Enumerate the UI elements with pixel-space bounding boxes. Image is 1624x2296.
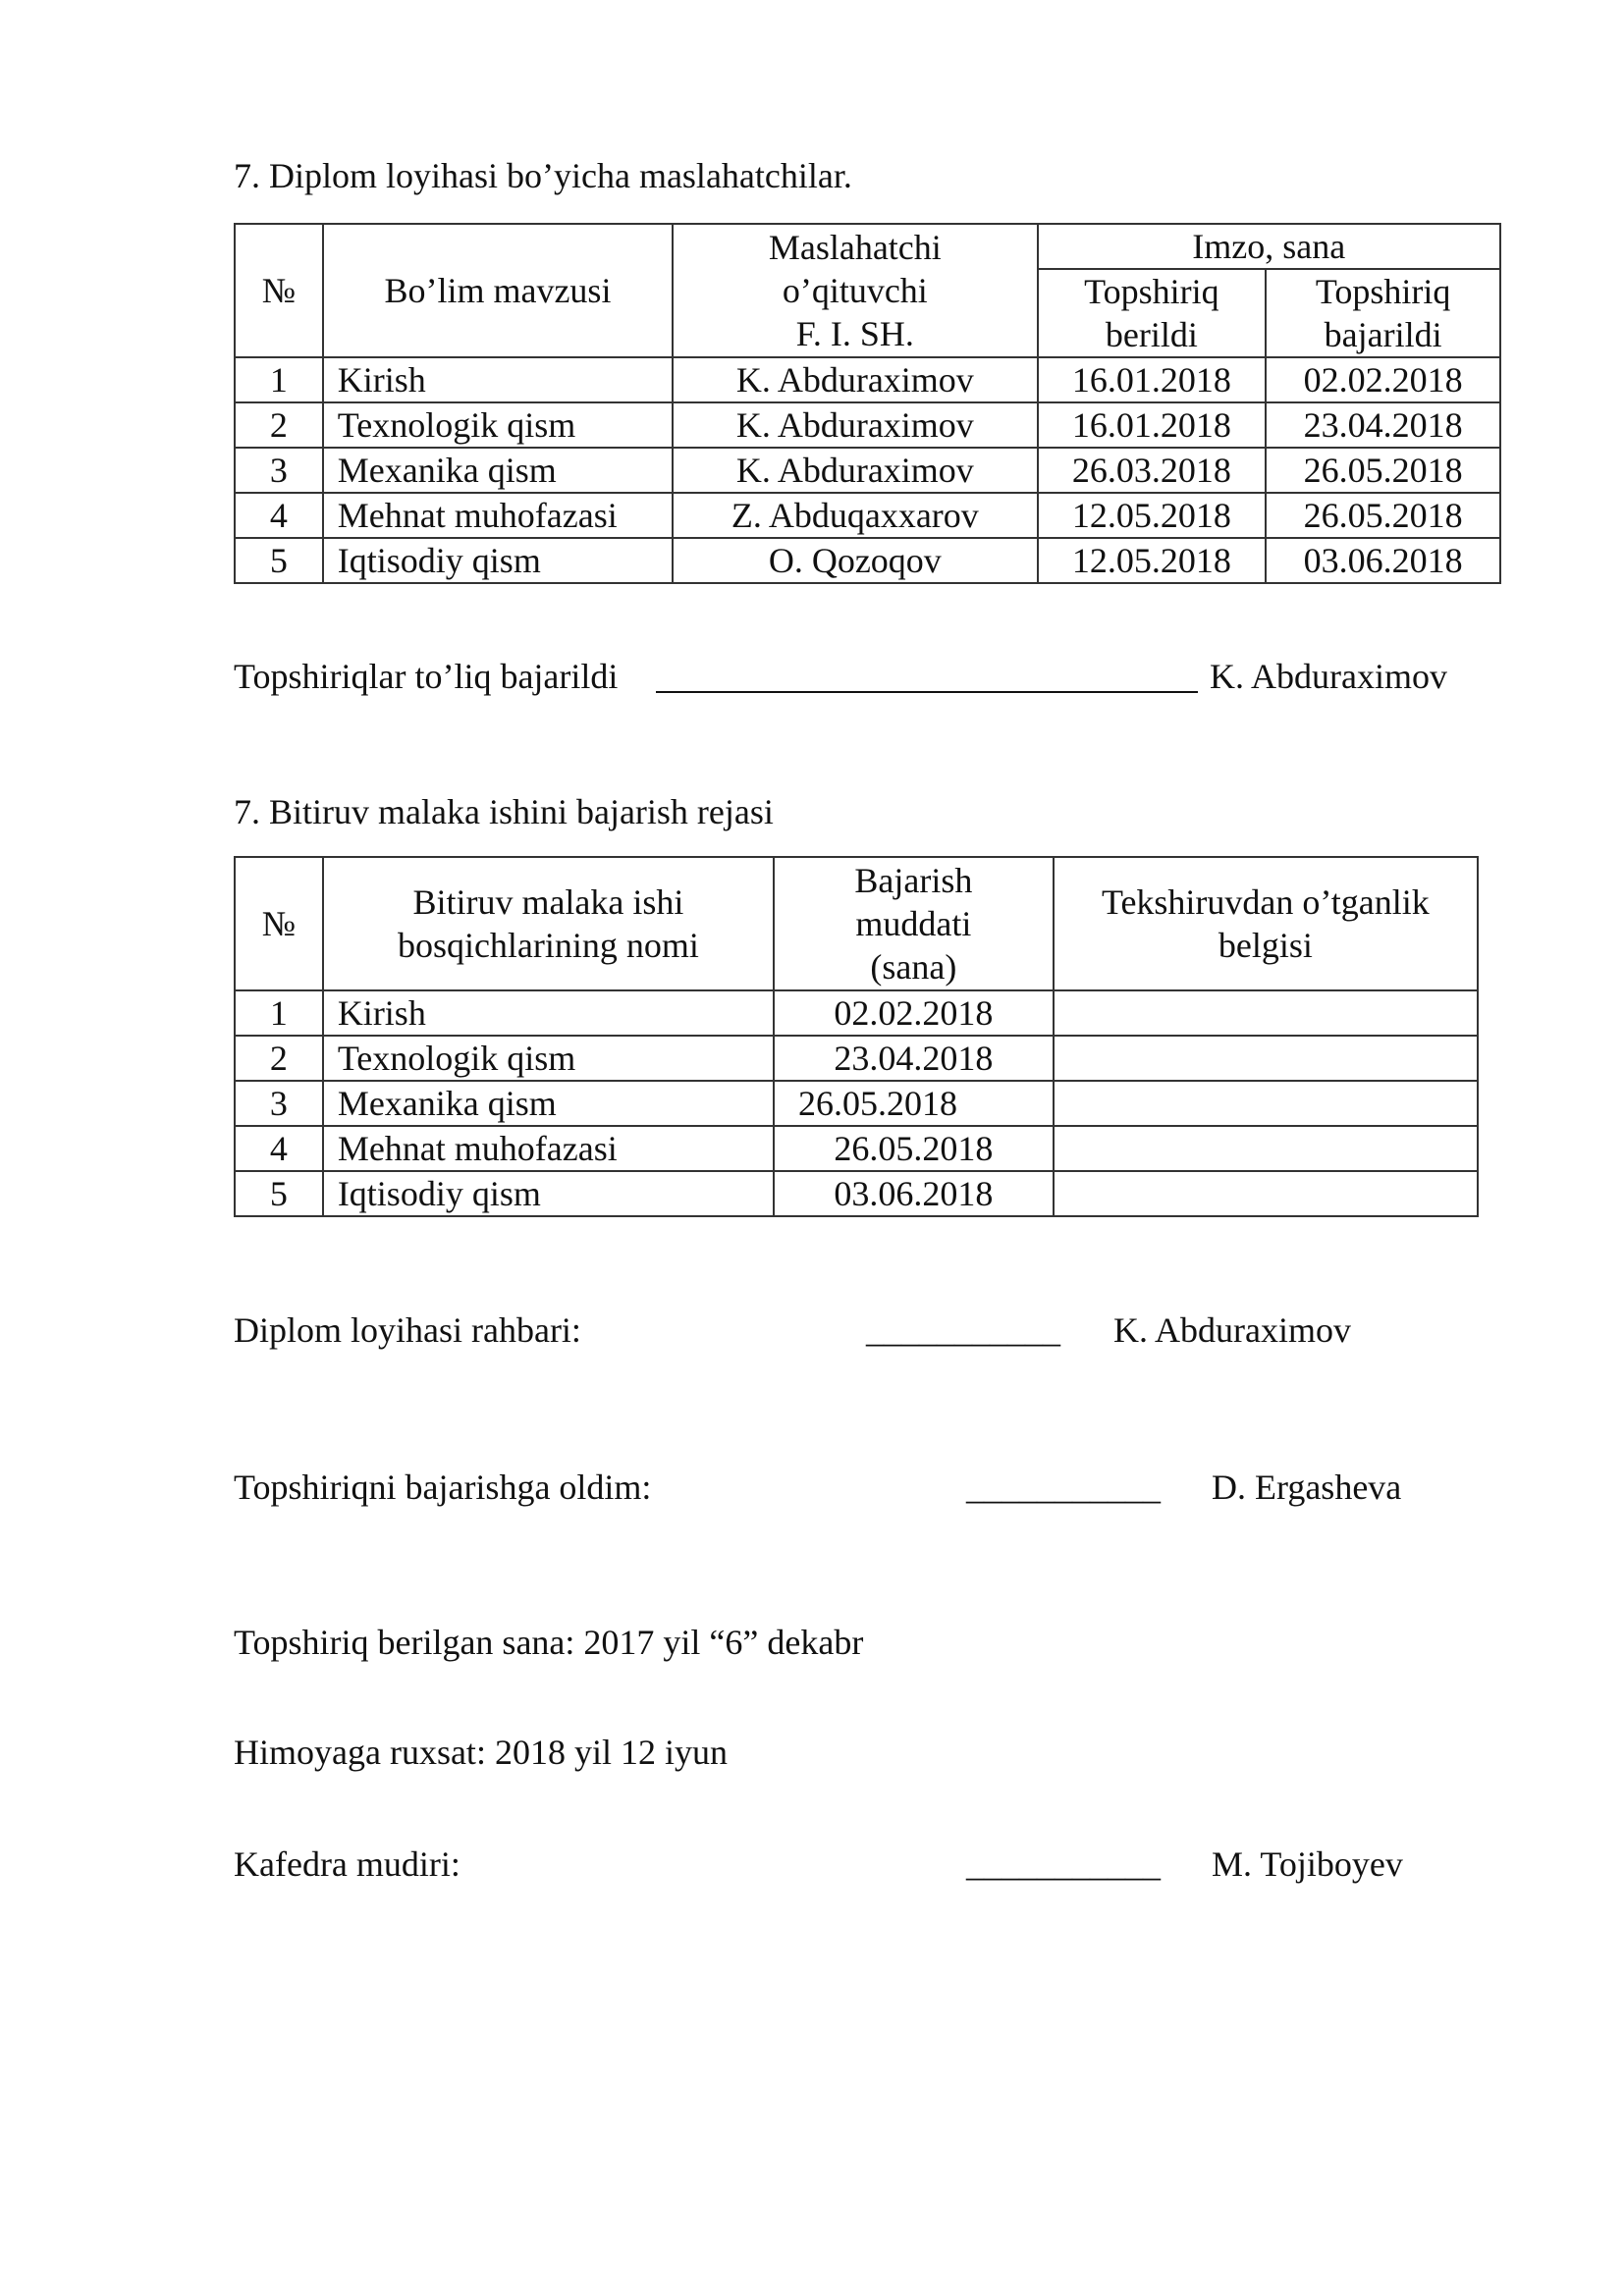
department-head-label: Kafedra mudiri:	[234, 1844, 460, 1884]
row-deadline: 02.02.2018	[774, 990, 1054, 1036]
header-deadline-line-2: muddati	[855, 904, 972, 943]
tasks-completed-line	[234, 656, 618, 698]
row-number: 2	[235, 402, 323, 448]
table-row	[235, 402, 1500, 448]
header-done-line-2: bajarildi	[1324, 315, 1442, 354]
row-check	[1054, 1081, 1478, 1126]
header-task-done	[1266, 269, 1500, 357]
supervisor-label: Diplom loyihasi rahbari:	[234, 1310, 581, 1350]
header-number: №	[235, 857, 323, 990]
table-row	[235, 448, 1500, 493]
header-advisor-line-2: o’qituvchi	[782, 271, 928, 310]
header-task-given	[1038, 269, 1267, 357]
row-number: 5	[235, 538, 323, 583]
row-check	[1054, 1171, 1478, 1216]
table-row	[235, 357, 1500, 402]
supervisor-signature-line: ___________	[866, 1310, 1060, 1350]
row-advisor: K. Abduraximov	[673, 402, 1037, 448]
row-number: 4	[235, 493, 323, 538]
header-advisor-line-1: Maslahatchi	[768, 228, 942, 267]
student-name: D. Ergasheva	[1212, 1468, 1402, 1507]
row-number: 2	[235, 1036, 323, 1081]
row-number: 3	[235, 1081, 323, 1126]
row-stage: Mehnat muhofazasi	[323, 1126, 774, 1171]
row-topic: Mehnat muhofazasi	[323, 493, 673, 538]
header-given-line-1: Topshiriq	[1084, 272, 1219, 311]
row-topic: Iqtisodiy qism	[323, 538, 673, 583]
department-head-name: M. Tojiboyev	[1212, 1844, 1403, 1884]
table-row	[235, 1126, 1478, 1171]
row-done-date: 26.05.2018	[1266, 493, 1500, 538]
row-deadline: 26.05.2018	[774, 1081, 1054, 1126]
tasks-completed-signature-line	[656, 691, 1198, 693]
row-stage: Texnologik qism	[323, 1036, 774, 1081]
row-deadline: 26.05.2018	[774, 1126, 1054, 1171]
row-done-date: 02.02.2018	[1266, 357, 1500, 402]
row-number: 4	[235, 1126, 323, 1171]
row-check	[1054, 1036, 1478, 1081]
issue-date: Topshiriq berilgan sana: 2017 yil “6” dekabr	[234, 1623, 864, 1662]
student-signature-line: ___________	[966, 1468, 1161, 1507]
header-check-mark	[1054, 857, 1478, 990]
table-row	[235, 493, 1500, 538]
row-topic: Texnologik qism	[323, 402, 673, 448]
row-deadline: 23.04.2018	[774, 1036, 1054, 1081]
section1-title: 7. Diplom loyihasi bo’yicha maslahatchilar.	[234, 156, 852, 195]
row-given-date: 12.05.2018	[1038, 538, 1267, 583]
header-deadline-line-3: (sana)	[870, 947, 957, 987]
header-deadline-line-1: Bajarish	[854, 861, 973, 900]
header-advisor	[673, 224, 1037, 357]
row-stage: Kirish	[323, 990, 774, 1036]
row-number: 1	[235, 990, 323, 1036]
row-number: 1	[235, 357, 323, 402]
row-topic: Mexanika qism	[323, 448, 673, 493]
defense-permit: Himoyaga ruxsat: 2018 yil 12 iyun	[234, 1733, 728, 1772]
table-row	[235, 1171, 1478, 1216]
header-stage	[323, 857, 774, 990]
row-given-date: 16.01.2018	[1038, 402, 1267, 448]
section2-title: 7. Bitiruv malaka ishini bajarish rejasi	[234, 792, 774, 831]
table-row	[235, 1036, 1478, 1081]
department-head-signature-line: ___________	[966, 1844, 1161, 1884]
tasks-completed-name: K. Abduraximov	[1210, 657, 1447, 696]
table-row	[235, 538, 1500, 583]
supervisor-name: K. Abduraximov	[1113, 1310, 1351, 1350]
header-check-line-1: Tekshiruvdan o’tganlik	[1101, 882, 1430, 922]
row-topic: Kirish	[323, 357, 673, 402]
row-given-date: 16.01.2018	[1038, 357, 1267, 402]
table-row	[235, 1081, 1478, 1126]
row-stage: Iqtisodiy qism	[323, 1171, 774, 1216]
row-done-date: 03.06.2018	[1266, 538, 1500, 583]
tasks-completed-label: Topshiriqlar to’liq bajarildi	[234, 657, 619, 696]
row-check	[1054, 990, 1478, 1036]
row-stage: Mexanika qism	[323, 1081, 774, 1126]
header-done-line-1: Topshiriq	[1315, 272, 1451, 311]
plan-table	[234, 856, 1479, 1217]
header-number: №	[235, 224, 323, 357]
row-given-date: 12.05.2018	[1038, 493, 1267, 538]
row-given-date: 26.03.2018	[1038, 448, 1267, 493]
header-stage-line-1: Bitiruv malaka ishi	[412, 882, 684, 922]
header-topic: Bo’lim mavzusi	[323, 224, 673, 357]
row-number: 3	[235, 448, 323, 493]
header-sign-date: Imzo, sana	[1038, 224, 1500, 269]
row-advisor: K. Abduraximov	[673, 357, 1037, 402]
row-check	[1054, 1126, 1478, 1171]
row-done-date: 26.05.2018	[1266, 448, 1500, 493]
student-label: Topshiriqni bajarishga oldim:	[234, 1468, 652, 1507]
header-stage-line-2: bosqichlarining nomi	[397, 926, 699, 965]
row-number: 5	[235, 1171, 323, 1216]
row-advisor: Z. Abduqaxxarov	[673, 493, 1037, 538]
header-given-line-2: berildi	[1105, 315, 1198, 354]
header-check-line-2: belgisi	[1218, 926, 1313, 965]
table-row	[235, 990, 1478, 1036]
row-deadline: 03.06.2018	[774, 1171, 1054, 1216]
row-advisor: K. Abduraximov	[673, 448, 1037, 493]
header-deadline	[774, 857, 1054, 990]
row-done-date: 23.04.2018	[1266, 402, 1500, 448]
row-advisor: O. Qozoqov	[673, 538, 1037, 583]
header-advisor-line-3: F. I. SH.	[795, 314, 914, 353]
advisors-table	[234, 223, 1501, 584]
